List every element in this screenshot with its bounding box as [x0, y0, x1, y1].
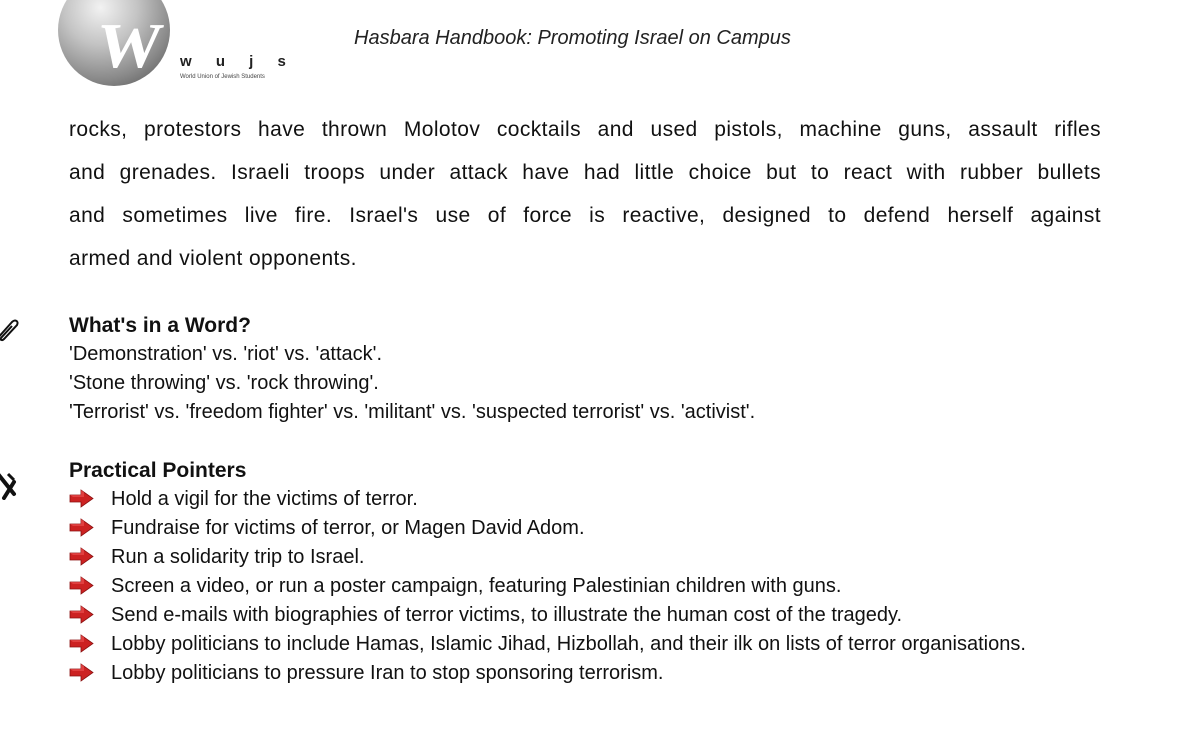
word-section-heading: What's in a Word?: [69, 314, 251, 337]
paragraph-line: armed and violent opponents.: [69, 247, 357, 270]
red-arrow-bullet-icon: [68, 547, 94, 566]
logo-letters: w u j s: [180, 53, 296, 70]
word-line: 'Demonstration' vs. 'riot' vs. 'attack'.: [69, 343, 383, 365]
logo-w-mark: W: [93, 10, 164, 81]
pointer-text: Screen a video, or run a poster campaign, featuring Palestinian children with guns.: [111, 575, 842, 597]
list-item: [68, 572, 1102, 601]
paragraph-line: rocks, protestors have thrown Molotov cocktails and used pistols, machine guns, assault rifles: [69, 118, 1101, 141]
list-item: [68, 485, 1102, 514]
tools-icon: [0, 470, 22, 500]
red-arrow-bullet-icon: [68, 663, 94, 682]
word-section-lines: [69, 340, 755, 427]
red-arrow-bullet-icon: [68, 518, 94, 537]
red-arrow-bullet-icon: [68, 576, 94, 595]
word-line: 'Stone throwing' vs. 'rock throwing'.: [69, 372, 379, 394]
red-arrow-bullet-icon: [68, 605, 94, 624]
list-item: [68, 659, 1102, 688]
pointers-list: [68, 485, 1102, 688]
red-arrow-bullet-icon: [68, 634, 94, 653]
pointer-text: Send e-mails with biographies of terror victims, to illustrate the human cost of the tragedy.: [111, 604, 903, 626]
pointer-text: Fundraise for victims of terror, or Magen David Adom.: [111, 517, 585, 539]
list-item: [68, 630, 1102, 659]
pointers-section-heading: Practical Pointers: [69, 459, 247, 482]
document-header-title: Hasbara Handbook: Promoting Israel on Campus: [354, 27, 791, 49]
pointer-text: Lobby politicians to pressure Iran to stop sponsoring terrorism.: [111, 662, 664, 684]
pointer-text: Lobby politicians to include Hamas, Islamic Jihad, Hizbollah, and their ilk on lists of terror organisations.: [111, 633, 1026, 655]
list-item: [68, 601, 1102, 630]
wujs-logo: [58, 0, 318, 90]
list-item: [68, 514, 1102, 543]
paragraph-line: and grenades. Israeli troops under attack have had little choice but to react with rubber bullets: [69, 161, 1101, 184]
red-arrow-bullet-icon: [68, 489, 94, 508]
pointer-text: Run a solidarity trip to Israel.: [111, 546, 365, 568]
list-item: [68, 543, 1102, 572]
paperclip-icon: [0, 316, 22, 346]
word-line: 'Terrorist' vs. 'freedom fighter' vs. 'militant' vs. 'suspected terrorist' vs. 'activist'.: [69, 401, 756, 423]
logo-subtitle: World Union of Jewish Students: [180, 74, 265, 80]
pointer-text: Hold a vigil for the victims of terror.: [111, 488, 418, 510]
paragraph-line: and sometimes live fire. Israel's use of force is reactive, designed to defend herself against: [69, 204, 1101, 227]
body-paragraph: [69, 108, 1101, 280]
